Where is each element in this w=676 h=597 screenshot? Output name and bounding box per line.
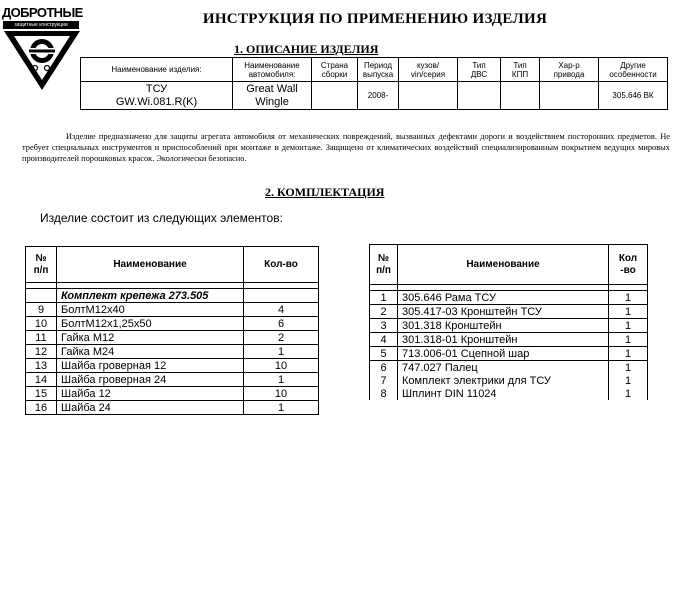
table-row [370,347,648,361]
section-2-title: 2. КОМПЛЕКТАЦИЯ [265,185,385,199]
row-num: 3 [370,319,398,333]
table-row [26,373,319,387]
components-intro: Изделие состоит из следующих элементов: [40,211,283,225]
row-name: 305.417-03 Кронштейн ТСУ [398,305,609,319]
table-row [26,401,319,415]
row-num: 7 [370,374,398,387]
car-value: Great Wall Wingle [233,82,312,110]
table-row [26,303,319,317]
row-qty: 1 [609,361,648,375]
table-row [370,291,648,305]
row-name: Шайба гроверная 12 [57,359,244,373]
drive-header: Хар-р привода [540,58,599,82]
table-row [26,317,319,331]
row-name: Шайба 24 [57,401,244,415]
name-header: Наименование [398,245,609,285]
row-qty: 1 [244,345,319,359]
row-name: Шплинт DIN 11024 [398,387,609,400]
row-name: 305.646 Рама ТСУ [398,291,609,305]
row-name: 301.318 Кронштейн [398,319,609,333]
country-value [312,82,358,110]
product-name-header: Наименование изделия: [81,58,233,82]
table-row [370,319,648,333]
company-logo [2,6,82,92]
name-header: Наименование [57,247,244,283]
row-num: 1 [370,291,398,305]
product-description: Изделие предназначено для защиты агрегата автомобиля от механических повреждений, вызванных дефектами дороги и воздействием посторонних предметов. Не требует специальных инструментов и приспособлений при монтаже и демонтаже. Защищено от климатических воздействий специализированным покрытием ведущих мировых производителей порошковых красок. Экологически безопасно. [22,132,670,163]
row-name: 747.027 Палец [398,361,609,375]
row-qty: 1 [244,401,319,415]
row-num: 2 [370,305,398,319]
num-header: № п/п [26,247,57,283]
qty-header: Кол-во [244,247,319,283]
table-row [370,361,648,375]
row-qty: 10 [244,387,319,401]
section-1-title: 1. ОПИСАНИЕ ИЗДЕЛИЯ [234,42,379,56]
kit-qty-cell [244,289,319,303]
row-num: 10 [26,317,57,331]
logo-title: ДОБРОТНЫЕ [2,5,83,20]
logo-emblem-icon [2,6,82,92]
drive-value [540,82,599,110]
table-row [26,331,319,345]
row-qty: 1 [609,305,648,319]
table-row [370,374,648,387]
body-header: кузов/ vin/серия [399,58,458,82]
logo-subtitle: защитные конструкции [3,21,79,29]
row-num: 9 [26,303,57,317]
row-num: 4 [370,333,398,347]
product-value: ТСУ GW.Wi.081.R(K) [81,82,233,110]
engine-value [458,82,501,110]
row-num: 14 [26,373,57,387]
row-name: Гайка М24 [57,345,244,359]
gearbox-value [501,82,540,110]
gearbox-header: Тип КПП [501,58,540,82]
engine-header: Тип ДВС [458,58,501,82]
car-name-header: Наименование автомобиля: [233,58,312,82]
document-title: ИНСТРУКЦИЯ ПО ПРИМЕНЕНИЮ ИЗДЕЛИЯ [202,11,548,27]
row-qty: 1 [609,333,648,347]
row-qty: 6 [244,317,319,331]
table-row [370,387,648,400]
row-qty: 1 [609,319,648,333]
product-spec-table [80,57,668,110]
country-header: Страна сборки [312,58,358,82]
period-header: Период выпуска [358,58,399,82]
row-num: 16 [26,401,57,415]
row-name: Шайба 12 [57,387,244,401]
row-num: 12 [26,345,57,359]
row-num: 8 [370,387,398,400]
row-qty: 1 [609,291,648,305]
table-row [26,387,319,401]
row-qty: 4 [244,303,319,317]
row-name: Гайка М12 [57,331,244,345]
row-num: 11 [26,331,57,345]
table-row [26,359,319,373]
row-name: 713.006-01 Сцепной шар [398,347,609,361]
kit-title: Комплект крепежа 273.505 [57,289,244,303]
row-qty: 1 [609,374,648,387]
qty-header: Кол -во [609,245,648,285]
kit-num-cell [26,289,57,303]
other-value: 305.646 ВК [599,82,668,110]
table-row [370,305,648,319]
row-name: БолтМ12х1,25х50 [57,317,244,331]
row-name: Шайба гроверная 24 [57,373,244,387]
row-qty: 1 [609,387,648,400]
table-row [370,333,648,347]
row-qty: 1 [609,347,648,361]
row-qty: 1 [244,373,319,387]
other-header: Другие особенности [599,58,668,82]
fasteners-table [25,246,319,415]
body-value [399,82,458,110]
period-value: 2008- [358,82,399,110]
row-num: 6 [370,361,398,375]
row-num: 15 [26,387,57,401]
row-qty: 10 [244,359,319,373]
components-table [369,244,648,400]
row-qty: 2 [244,331,319,345]
row-num: 13 [26,359,57,373]
num-header: № п/п [370,245,398,285]
row-name: БолтМ12х40 [57,303,244,317]
row-name: Комплект электрики для ТСУ [398,374,609,387]
table-row [26,345,319,359]
row-name: 301.318-01 Кронштейн [398,333,609,347]
row-num: 5 [370,347,398,361]
